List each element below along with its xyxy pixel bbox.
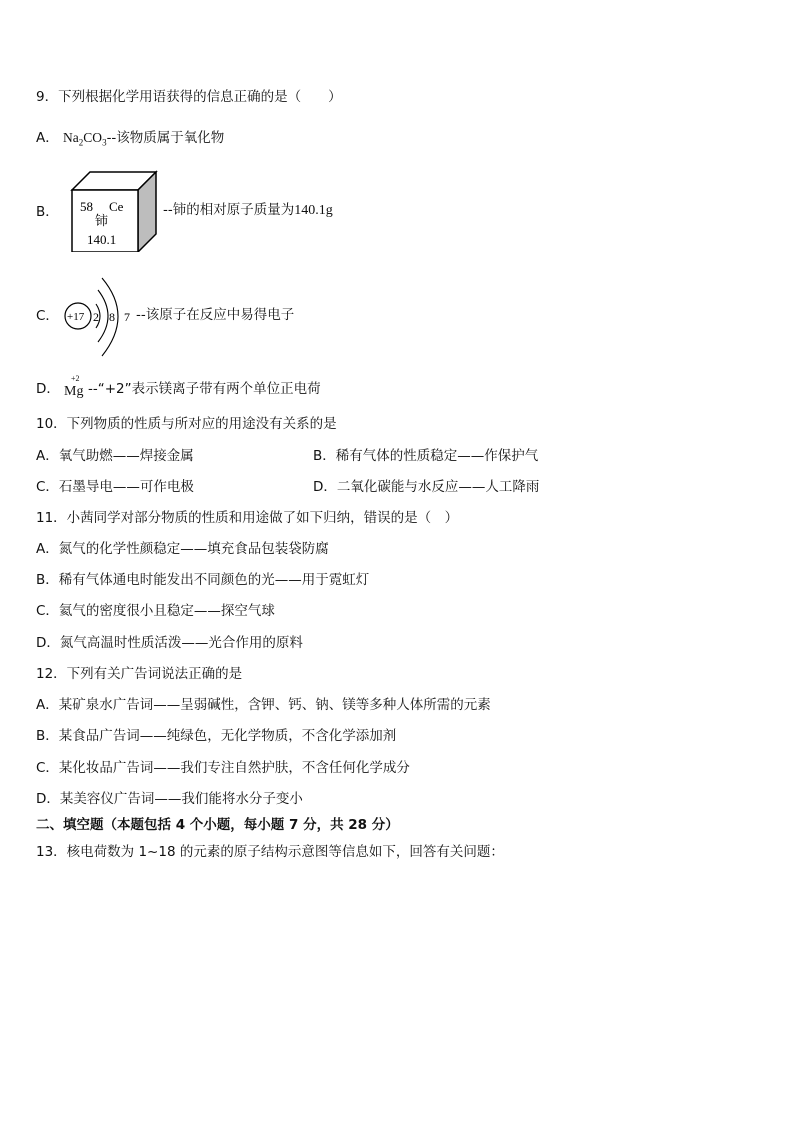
option-text: --铈的相对原子质量为	[163, 202, 295, 218]
option-label: A．	[36, 130, 59, 146]
shell-1-electrons: 2	[93, 310, 99, 324]
atomic-mass: 140.1	[87, 232, 117, 247]
mass-value: 140.1g	[294, 203, 333, 218]
option-11d: D．氮气高温时性质活泼——光合作用的原料	[36, 635, 303, 651]
shell-3-electrons: 7	[124, 310, 130, 324]
option-9c-text: --该原子在反应中易得电子	[136, 307, 295, 323]
question-10-stem: 10．下列物质的性质与所对应的用途没有关系的是	[36, 416, 337, 432]
element-name: 铈	[95, 214, 109, 229]
section-2-heading: 二、填空题（本题包括 4 个小题，每小题 7 分，共 28 分）	[36, 817, 399, 833]
element-symbol: Ce	[109, 199, 124, 214]
option-12c: C．某化妆品广告词——我们专注自然护肤，不含任何化学成分	[36, 760, 410, 776]
option-10a: A．氧气助燃——焊接金属	[36, 448, 194, 464]
chemical-formula: $Na_2CO_3$	[63, 130, 107, 148]
option-9a	[36, 129, 224, 152]
atomic-number: 58	[80, 199, 93, 214]
option-10c: C．石墨导电——可作电极	[36, 479, 194, 495]
option-11a: A．氮气的化学性颜稳定——填充食品包装袋防腐	[36, 541, 329, 557]
element-cell-cerium	[68, 170, 158, 252]
option-9b-label: B．	[36, 204, 59, 220]
option-12b: B．某食品广告词——纯绿色，无化学物质，不含化学添加剂	[36, 728, 397, 744]
option-11b: B．稀有气体通电时能发出不同颜色的光——用于霓虹灯	[36, 572, 370, 588]
question-11-stem: 11．小茜同学对部分物质的性质和用途做了如下归纳，错误的是（ ）	[36, 510, 459, 526]
option-9c-label: C．	[36, 308, 59, 324]
option-12d: D．某美容仪广告词——我们能将水分子变小	[36, 791, 303, 807]
option-12a: A．某矿泉水广告词——呈弱碱性，含钾、钙、钠、镁等多种人体所需的元素	[36, 697, 491, 713]
option-text: --该物质属于氧化物	[106, 130, 225, 146]
question-12-stem: 12．下列有关广告词说法正确的是	[36, 666, 243, 682]
shell-2-electrons: 8	[109, 310, 115, 324]
valence-charge: +2	[71, 374, 80, 383]
option-10d: D．二氧化碳能与水反应——人工降雨	[313, 479, 540, 495]
option-11c: C．氦气的密度很小且稳定——探空气球	[36, 603, 275, 619]
option-10b: B．稀有气体的性质稳定——作保护气	[313, 448, 539, 464]
nucleus-charge: +17	[67, 311, 85, 323]
option-9d-label: D．	[36, 381, 60, 397]
question-9-stem: 9．下列根据化学用语获得的信息正确的是（ ）	[36, 89, 342, 105]
atomic-structure-diagram	[60, 268, 140, 360]
option-9b	[163, 201, 333, 220]
question-13-stem: 13．核电荷数为 1~18 的元素的原子结构示意图等信息如下，回答有关问题：	[36, 844, 504, 860]
option-9d-text: --“+2”表示镁离子带有两个单位正电荷	[88, 381, 321, 397]
element-symbol-mg: Mg	[64, 384, 84, 399]
